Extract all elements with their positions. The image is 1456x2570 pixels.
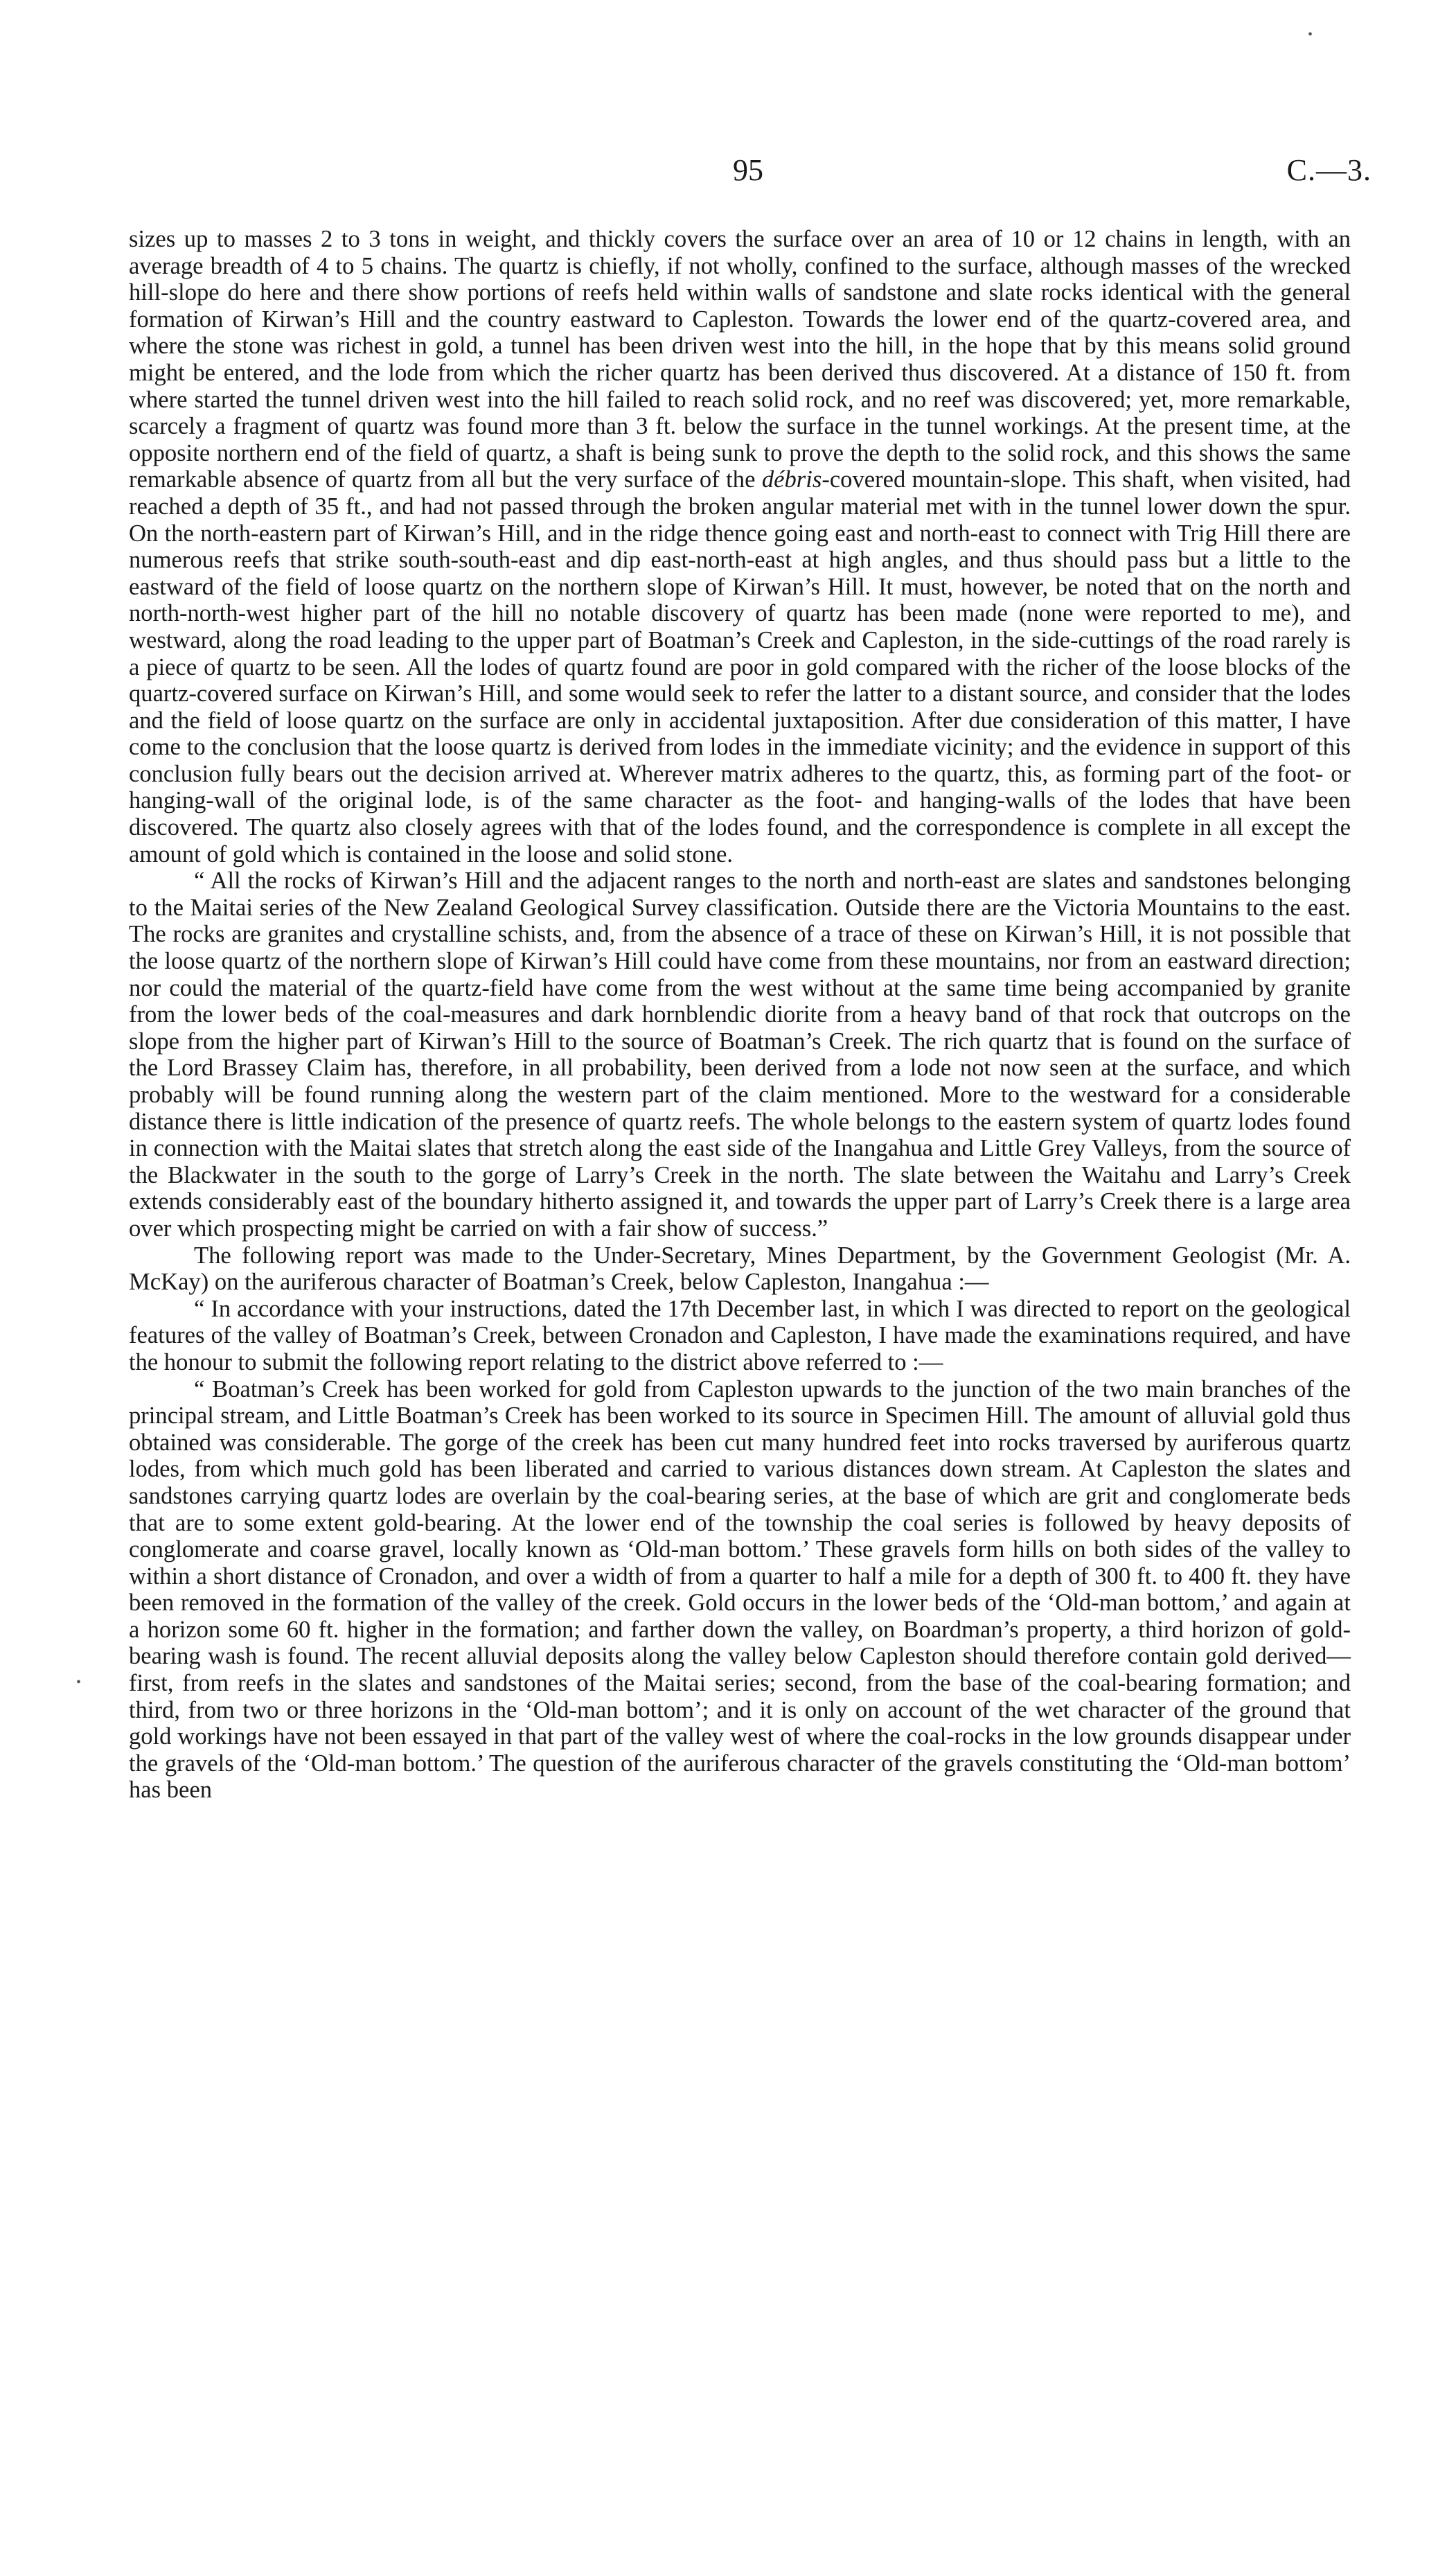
- document-reference: C.—3.: [1286, 153, 1371, 187]
- paragraph: [129, 868, 1351, 1242]
- text-run: sizes up to masses 2 to 3 tons in weight, and thickly covers the surface over an area of 10 or 12 chains in length, with an average breadth of 4 to 5 chains. The quartz is chiefly, if not wholly, confined to the surface, although masses of the wrecked hill-slope do here and there show portions of reefs held within walls of sandstone and slate rocks identical with the general formation of Kirwan’s Hill and the country eastward to Capleston. Towards the lower end of the quartz-covered area, and where the stone was richest in gold, a tunnel has been driven west into the hill, in the hope that by this means solid ground might be entered, and the lode from which the richer quartz has been derived thus discovered. At a distance of 150 ft. from where started the tunnel driven west into the hill failed to reach solid rock, and no reef was discovered; yet, more remarkable, scarcely a fragment of quartz was found more than 3 ft. below the surface in the tunnel workings. At the present time, at the opposite northern end of the field of quartz, a shaft is being sunk to prove the depth to the solid rock, and this shows the same remarkable absence of quartz from all but the very surface of the: [129, 226, 1351, 493]
- text-run: The following report was made to the Under-Secretary, Mines Department, by the Government Geologist (Mr. A. McKay) on the auriferous character of Boatman’s Creek, below Capleston, Inangahua :—: [129, 1242, 1351, 1296]
- paragraph: [129, 1296, 1351, 1376]
- text-run: -covered mountain-slope. This shaft, when visited, had reached a depth of 35 ft., and had not passed through the broken angular material met with in the tunnel lower down the spur. On the north-eastern part of Kirwan’s Hill, and in the ridge thence going east and north-east to connect with Trig Hill there are numerous reefs that strike south-south-east and dip east-north-east at high angles, and thus should pass but a little to the eastward of the field of loose quartz on the northern slope of Kirwan’s Hill. It must, however, be noted that on the north and north-north-west higher part of the hill no notable discovery of quartz has been made (none were reported to me), and westward, along the road leading to the upper part of Boatman’s Creek and Capleston, in the side-cuttings of the road rarely is a piece of quartz to be seen. All the lodes of quartz found are poor in gold compared with the richer of the loose blocks of the quartz-covered surface on Kirwan’s Hill, and some would seek to refer the latter to a distant source, and consider that the lodes and the field of loose quartz on the surface are only in accidental juxtaposition. After due consideration of this matter, I have come to the conclusion that the loose quartz is derived from lodes in the immediate vicinity; and the evidence in support of this conclusion fully bears out the decision arrived at. Wherever matrix adheres to the quartz, this, as forming part of the foot- or hanging-wall of the original lode, is of the same character as the foot- and hanging-walls of the lodes that have been discovered. The quartz also closely agrees with that of the lodes found, and the correspondence is complete in all except the amount of gold which is contained in the loose and solid stone.: [129, 466, 1351, 868]
- text-run: “ Boatman’s Creek has been worked for gold from Capleston upwards to the junction of the two main branches of the principal stream, and Little Boatman’s Creek has been worked to its source in Specimen Hill. The amount of alluvial gold thus obtained was considerable. The gorge of the creek has been cut many hundred feet into rocks traversed by auriferous quartz lodes, from which much gold has been liberated and carried to various distances down stream. At Capleston the slates and sandstones carrying quartz lodes are overlain by the coal-bearing series, at the base of which are grit and conglomerate beds that are to some extent gold-bearing. At the lower end of the township the coal series is followed by heavy deposits of conglomerate and coarse gravel, locally known as ‘Old-man bottom.’ These gravels form hills on both sides of the valley to within a short distance of Cronadon, and over a width of from a quarter to half a mile for a depth of 300 ft. to 400 ft. they have been removed in the formation of the valley of the creek. Gold occurs in the lower beds of the ‘Old-man bottom,’ and again at a horizon some 60 ft. higher in the formation; and farther down the valley, on Boardman’s property, a third horizon of gold-bearing wash is found. The recent alluvial deposits along the valley below Capleston should therefore contain gold derived—first, from reefs in the slates and sandstones of the Maitai series; second, from the base of the coal-bearing formation; and third, from two or three horizons in the ‘Old-man bottom’; and it is only on account of the wet character of the ground that gold workings have not been essayed in that part of the valley west of where the coal-rocks in the low grounds disappear under the gravels of the ‘Old-man bottom.’ The question of the auriferous character of the gravels constituting the ‘Old-man bottom’ has been: [129, 1375, 1351, 1804]
- page-number: 95: [733, 153, 763, 187]
- body-text: [129, 226, 1351, 1804]
- stray-mark-top-right: •: [1308, 27, 1313, 42]
- paragraph: [129, 1242, 1351, 1296]
- stray-mark-left-margin: •: [76, 1675, 82, 1690]
- text-run: “ In accordance with your instructions, dated the 17th December last, in which I was directed to report on the geological features of the valley of Boatman’s Creek, between Cronadon and Capleston, I have made the examinations required, and have the honour to submit the following report relating to the district above referred to :—: [129, 1295, 1351, 1375]
- text-run: “ All the rocks of Kirwan’s Hill and the adjacent ranges to the north and north-east are slates and sandstones belonging to the Maitai series of the New Zealand Geological Survey classification. Outside there are the Victoria Mountains to the east. The rocks are granites and crystalline schists, and, from the absence of a trace of these on Kirwan’s Hill, it is not possible that the loose quartz of the northern slope of Kirwan’s Hill could have come from these mountains, nor from an eastward direction; nor could the material of the quartz-field have come from the west without at the same time being accompanied by granite from the lower beds of the coal-measures and dark hornblendic diorite from a heavy band of that rock that outcrops on the slope from the higher part of Kirwan’s Hill to the source of Boatman’s Creek. The rich quartz that is found on the surface of the Lord Brassey Claim has, therefore, in all probability, been derived from a lode not now seen at the surface, and which probably will be found running along the western part of the claim mentioned. More to the westward for a considerable distance there is little indication of the presence of quartz reefs. The whole belongs to the eastern system of quartz lodes found in connection with the Maitai slates that stretch along the east side of the Inangahua and Little Grey Valleys, from the source of the Blackwater in the south to the gorge of Larry’s Creek in the north. The slate between the Waitahu and Larry’s Creek extends considerably east of the boundary hitherto assigned it, and towards the upper part of Larry’s Creek there is a large area over which prospecting might be carried on with a fair show of success.”: [129, 868, 1351, 1242]
- paragraph: [129, 226, 1351, 868]
- paragraph: [129, 1376, 1351, 1804]
- italic-text: débris: [761, 466, 822, 493]
